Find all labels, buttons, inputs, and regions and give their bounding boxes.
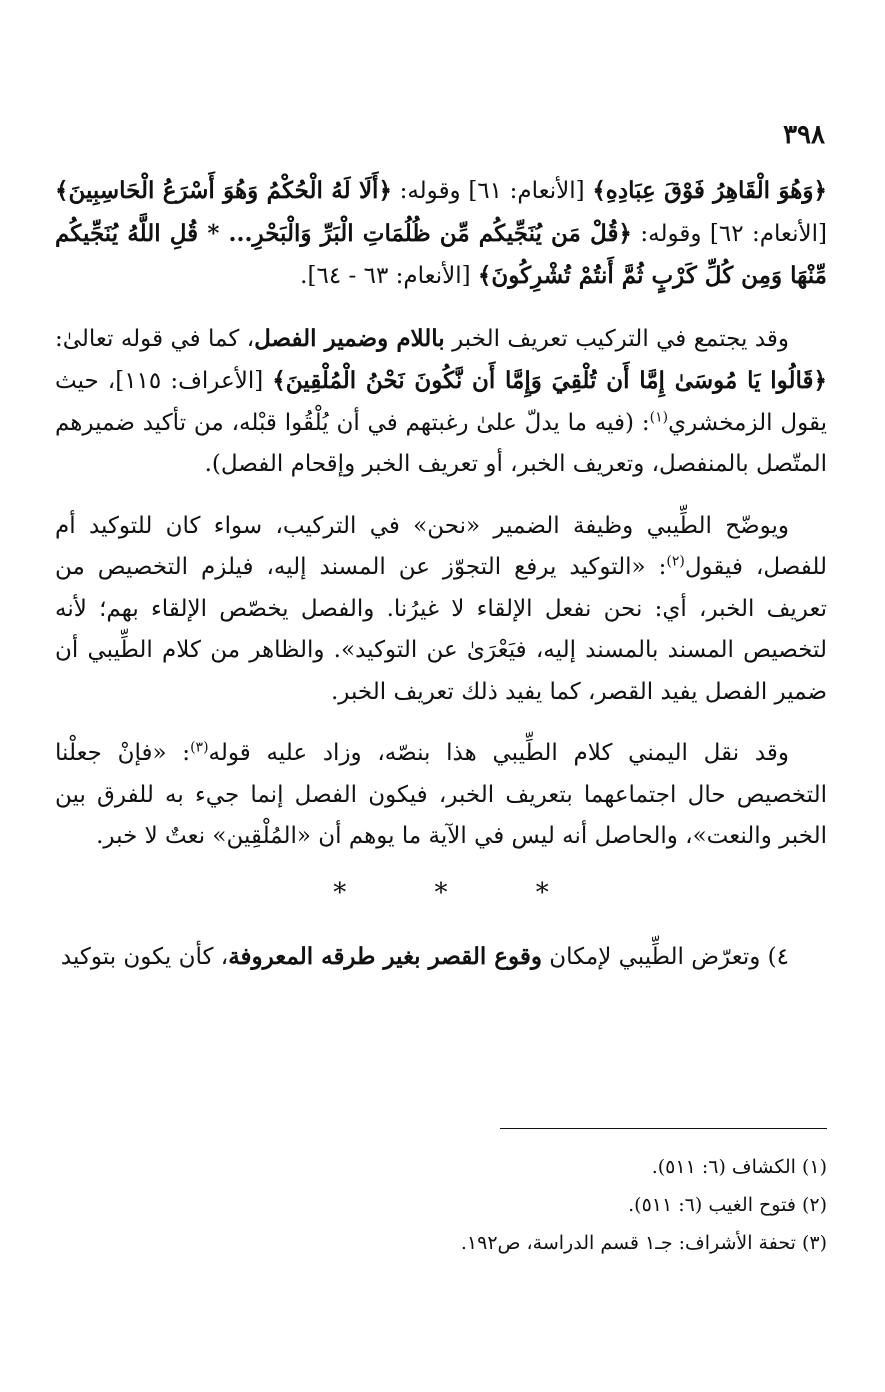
verse-reference: [الأنعام: ٦٣ - ٦٤]. — [300, 263, 478, 289]
verse-reference: [الأنعام: ٦١] وقوله: — [391, 178, 593, 204]
footnote-divider — [500, 1128, 827, 1129]
footnotes — [55, 1148, 827, 1262]
text-run: وقد نقل اليمني كلام الطِّيبي هذا بنصّه، وزاد عليه قوله — [208, 740, 789, 766]
verse-reference: [الأنعام: ٦٢] وقوله: — [631, 220, 827, 247]
paragraph-tibi — [55, 506, 827, 714]
paragraph-quran-verses — [55, 170, 827, 298]
quran-verse: ﴿أَلَا لَهُ الْحُكْمُ وَهُوَ أَسْرَعُ الْحَاسِبِينَ﴾ — [55, 177, 392, 204]
text-run: وقد يجتمع في التركيب تعريف الخبر — [444, 325, 790, 352]
text-run: ، كما في قوله تعالىٰ: — [55, 325, 255, 352]
text-run: [الأعراف: ١١٥]، حيث يقول الزمخشري — [55, 368, 827, 436]
body-text — [55, 170, 827, 998]
text-run: ويوضّح الطِّيبي وظيفة الضمير «نحن» في التركيب، سواء كان للتوكيد أم للفصل، فيقول — [55, 512, 827, 580]
text-run: : «فإنْ جعلْنا التخصيص حال اجتماعهما بتعريف الخبر، فيكون الفصل إنما جيء به للفرق بين الخبر والنعت»، والحاصل أنه ليس في الآية ما يوهم أن «المُلْقِين» نعتٌ لا خبر. — [55, 740, 827, 849]
paragraph-point-4 — [55, 936, 827, 979]
page-number: ٣٩٨ — [783, 120, 825, 150]
text-run: ٤) وتعرّض الطِّيبي لإمكان — [541, 943, 789, 970]
footnote: (١) الكشاف (٦: ٥١١). — [651, 1156, 827, 1178]
footnote-marker: (٢) — [666, 553, 685, 570]
text-run: : (فيه ما يدلّ علىٰ رغبتهم في أن يُلْقُوا قبْله، من تأكيد ضميرهم المتّصل بالمنفصل، وتعريف الخبر، أو تعريف الخبر وإقحام الفصل). — [55, 409, 827, 477]
footnote-marker: (٣) — [190, 739, 209, 756]
text-run: ، كأن يكون بتوكيد — [60, 943, 229, 970]
quran-verse: ﴿قُلْ مَن يُنَجِّيكُم مِّن ظُلُمَاتِ الْبَرِّ وَالْبَحْرِ... * قُلِ اللَّهُ يُنَجِّيكُم مِّنْهَا وَمِن كُلِّ كَرْبٍ ثُمَّ أَنتُمْ تُشْرِكُونَ﴾ — [55, 219, 827, 289]
footnote: (٣) تحفة الأشراف: جـ١ قسم الدراسة، ص١٩٢. — [460, 1232, 827, 1254]
footnote-marker: (١) — [649, 408, 669, 425]
bold-term: باللام وضمير الفصل — [254, 324, 445, 352]
text-run: : «التوكيد يرفع التجوّز عن المسند إليه، فيلزم التخصيص من تعريف الخبر، أي: نحن نفعل الإلقاء لا غيرُنا. والفصل يخصّص الإلقاء بهم؛ لأنه لتخصيص المسند بالمسند إليه، فيَعْرَىٰ عن التوكيد». والظاهر من كلام الطِّيبي أن ضمير الفصل يفيد القصر، كما يفيد ذلك تعريف الخبر. — [55, 554, 827, 705]
bold-term: وقوع القصر بغير طرقه المعروفة — [228, 942, 542, 970]
footnote: (٢) فتوح الغيب (٦: ٥١١). — [628, 1194, 827, 1216]
section-separator: * * * — [333, 877, 589, 908]
quran-verse: ﴿وَهُوَ الْقَاهِرُ فَوْقَ عِبَادِهِ﴾ — [592, 177, 827, 204]
quran-verse: ﴿قَالُوا يَا مُوسَىٰ إِمَّا أَن تُلْقِيَ وَإِمَّا أَن نَّكُونَ نَحْنُ الْمُلْقِينَ﴾ — [272, 367, 828, 394]
paragraph-yamani — [55, 733, 827, 858]
paragraph-zamakhshari — [55, 318, 827, 486]
